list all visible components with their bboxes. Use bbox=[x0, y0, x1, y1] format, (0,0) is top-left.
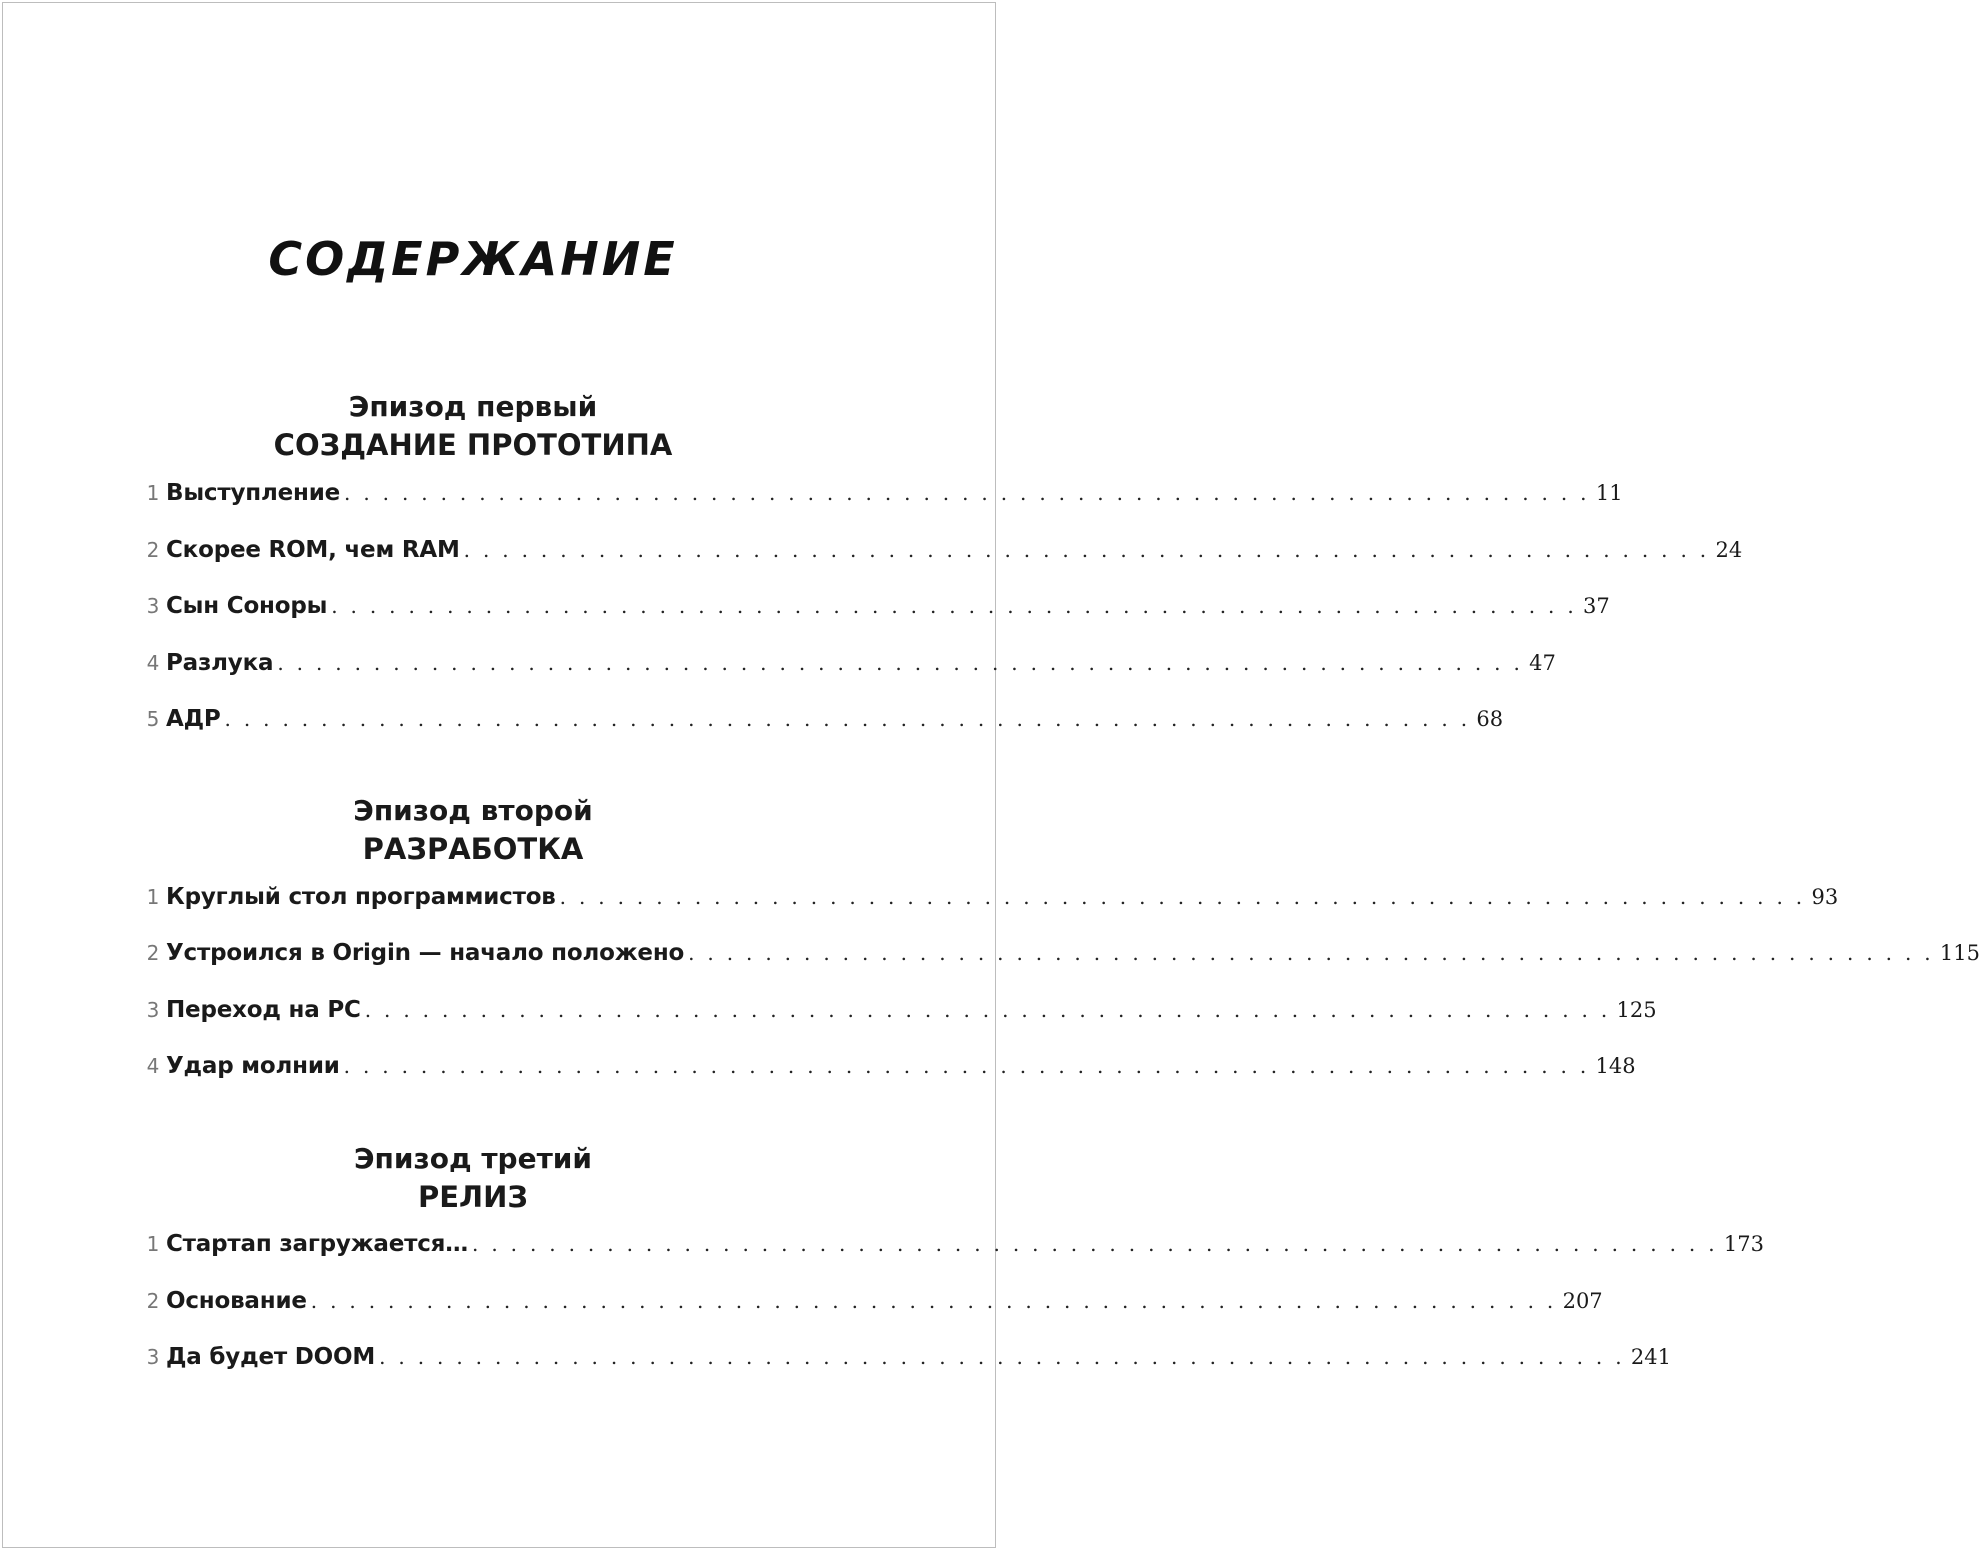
toc-entry[interactable] bbox=[140, 1053, 1636, 1093]
page-number: 93 bbox=[1811, 885, 1839, 909]
chapter-number: 1 bbox=[146, 885, 160, 909]
page-number: 37 bbox=[1583, 594, 1610, 618]
dot-leader: . . . . . . . . . . . . . . . . . . . . . . . . . . . . . . . . . . . . . . . . . . . . . . . . . . . . . . . . . . . . . . . . . bbox=[463, 538, 1710, 562]
episode-label: Эпизод третий bbox=[353, 1142, 593, 1175]
toc-entry[interactable] bbox=[140, 593, 1610, 633]
episode-label: Эпизод первый bbox=[348, 390, 598, 423]
page-number: 11 bbox=[1595, 481, 1623, 505]
chapter-number: 2 bbox=[146, 941, 160, 965]
chapter-number: 4 bbox=[146, 1054, 160, 1078]
chapter-title: Сын Соноры bbox=[166, 593, 328, 619]
dot-leader: . . . . . . . . . . . . . . . . . . . . . . . . . . . . . . . . . . . . . . . . . . . . . . . . . . . . . . . . . . . . . . . . . bbox=[559, 885, 1806, 909]
episode-title: СОЗДАНИЕ ПРОТОТИПА bbox=[273, 428, 673, 462]
toc-entry[interactable] bbox=[140, 537, 1743, 577]
page-number: 148 bbox=[1595, 1054, 1636, 1078]
chapter-title: Скорее ROM, чем RAM bbox=[166, 537, 460, 563]
toc-entry[interactable] bbox=[140, 1288, 1603, 1328]
toc-entry[interactable] bbox=[140, 650, 1556, 690]
episode-heading-3 bbox=[0, 1140, 946, 1216]
chapter-number: 5 bbox=[146, 707, 160, 731]
dot-leader: . . . . . . . . . . . . . . . . . . . . . . . . . . . . . . . . . . . . . . . . . . . . . . . . . . . . . . . . . . . . . . . . . bbox=[331, 594, 1578, 618]
chapter-title: Выступление bbox=[166, 480, 341, 506]
chapter-number: 1 bbox=[146, 1232, 160, 1256]
chapter-title: Разлука bbox=[166, 650, 274, 676]
chapter-title: Переход на PC bbox=[166, 997, 361, 1023]
dot-leader: . . . . . . . . . . . . . . . . . . . . . . . . . . . . . . . . . . . . . . . . . . . . . . . . . . . . . . . . . . . . . . . . . bbox=[343, 1054, 1590, 1078]
episode-title: РЕЛИЗ bbox=[417, 1180, 529, 1214]
toc-entry[interactable] bbox=[140, 940, 1980, 980]
chapter-number: 1 bbox=[146, 481, 160, 505]
toc-entry[interactable] bbox=[140, 884, 1839, 924]
page-title: СОДЕРЖАНИЕ bbox=[268, 232, 678, 286]
episode-heading-1 bbox=[0, 388, 946, 464]
chapter-number: 4 bbox=[146, 651, 160, 675]
episode-heading-2 bbox=[0, 792, 946, 868]
page-number: 115 bbox=[1939, 941, 1980, 965]
toc-entry[interactable] bbox=[140, 997, 1657, 1037]
dot-leader: . . . . . . . . . . . . . . . . . . . . . . . . . . . . . . . . . . . . . . . . . . . . . . . . . . . . . . . . . . . . . . . . . bbox=[472, 1232, 1718, 1256]
chapter-title: Круглый стол программистов bbox=[166, 884, 556, 910]
page-number: 24 bbox=[1715, 538, 1743, 562]
toc-entry[interactable] bbox=[140, 1231, 1764, 1271]
chapter-title: Удар молнии bbox=[166, 1053, 340, 1079]
chapter-title: Да будет DOOM bbox=[166, 1344, 376, 1370]
toc-entry[interactable] bbox=[140, 706, 1504, 746]
episode-label: Эпизод второй bbox=[353, 794, 593, 827]
dot-leader: . . . . . . . . . . . . . . . . . . . . . . . . . . . . . . . . . . . . . . . . . . . . . . . . . . . . . . . . . . . . . . . . . bbox=[688, 941, 1934, 965]
chapter-number: 2 bbox=[146, 538, 160, 562]
chapter-title: Устроился в Origin — начало положено bbox=[166, 940, 685, 966]
episode-title: РАЗРАБОТКА bbox=[362, 832, 584, 866]
toc-entry[interactable] bbox=[140, 480, 1623, 520]
page-number: 47 bbox=[1529, 651, 1556, 675]
dot-leader: . . . . . . . . . . . . . . . . . . . . . . . . . . . . . . . . . . . . . . . . . . . . . . . . . . . . . . . . . . . . . . . . . bbox=[364, 998, 1611, 1022]
dot-leader: . . . . . . . . . . . . . . . . . . . . . . . . . . . . . . . . . . . . . . . . . . . . . . . . . . . . . . . . . . . . . . . . . bbox=[277, 651, 1524, 675]
page-number: 207 bbox=[1562, 1289, 1603, 1313]
chapter-number: 3 bbox=[146, 998, 160, 1022]
dot-leader: . . . . . . . . . . . . . . . . . . . . . . . . . . . . . . . . . . . . . . . . . . . . . . . . . . . . . . . . . . . . . . . . . bbox=[379, 1345, 1625, 1369]
chapter-title: АДР bbox=[166, 706, 221, 732]
dot-leader: . . . . . . . . . . . . . . . . . . . . . . . . . . . . . . . . . . . . . . . . . . . . . . . . . . . . . . . . . . . . . . . . . bbox=[310, 1289, 1557, 1313]
chapter-number: 3 bbox=[146, 594, 160, 618]
dot-leader: . . . . . . . . . . . . . . . . . . . . . . . . . . . . . . . . . . . . . . . . . . . . . . . . . . . . . . . . . . . . . . . . . bbox=[344, 481, 1590, 505]
chapter-title: Стартап загружается… bbox=[166, 1231, 469, 1257]
dot-leader: . . . . . . . . . . . . . . . . . . . . . . . . . . . . . . . . . . . . . . . . . . . . . . . . . . . . . . . . . . . . . . . . . bbox=[224, 707, 1471, 731]
page-number: 125 bbox=[1616, 998, 1657, 1022]
chapter-number: 3 bbox=[146, 1345, 160, 1369]
chapter-number: 2 bbox=[146, 1289, 160, 1313]
chapter-title: Основание bbox=[166, 1288, 307, 1314]
toc-entry[interactable] bbox=[140, 1344, 1671, 1384]
page-number: 173 bbox=[1723, 1232, 1764, 1256]
page-number: 68 bbox=[1476, 707, 1504, 731]
page-number: 241 bbox=[1630, 1345, 1671, 1369]
